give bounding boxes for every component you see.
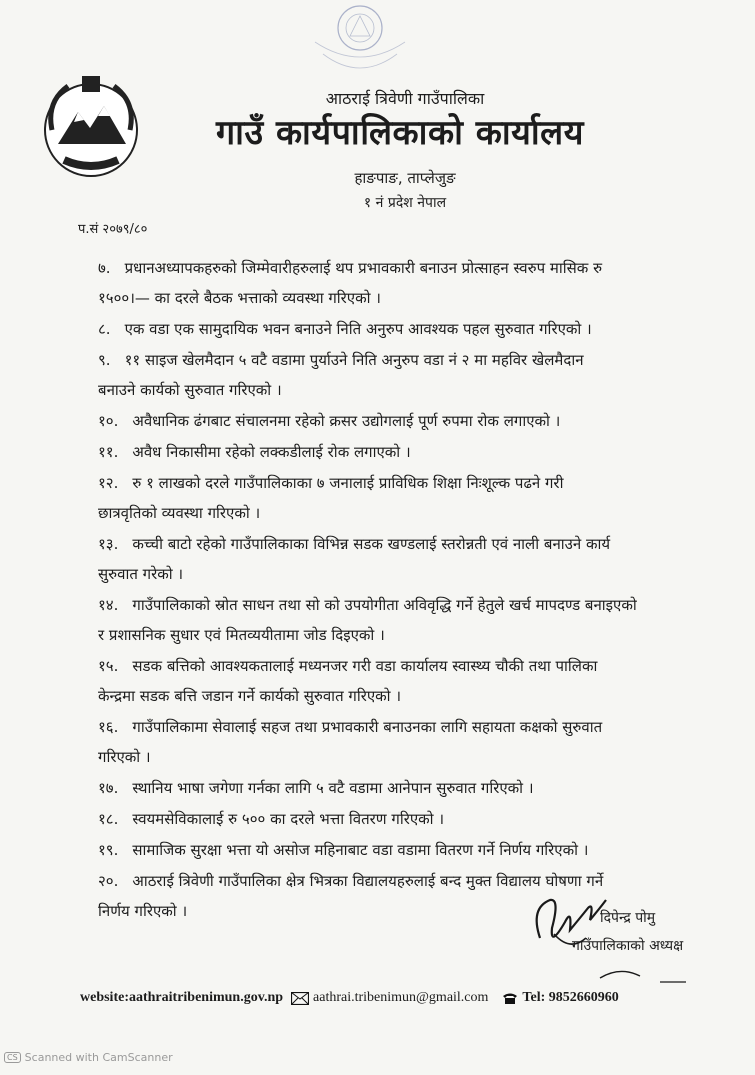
email-contact[interactable]	[291, 990, 488, 1006]
item-number: १५.	[98, 657, 119, 675]
list-item	[98, 529, 706, 589]
item-text: स्थानिय भाषा जगेणा गर्नका लागि ५ वटै वडामा आनेपान सुरुवात गरिएको ।	[132, 779, 534, 797]
item-number: १७.	[98, 779, 119, 797]
signatory-title: गाउँपालिकाको अध्यक्ष	[572, 938, 684, 954]
list-item	[98, 314, 706, 344]
list-item	[98, 406, 706, 436]
telephone-icon	[502, 992, 518, 1004]
list-item	[98, 437, 706, 467]
list-item	[98, 590, 706, 650]
item-number: ११.	[98, 443, 119, 461]
item-text: अवैधानिक ढंगबाट संचालनमा रहेको क्रसर उद्योगलाई पूर्ण रुपमा रोक लगाएको ।	[132, 412, 561, 430]
list-item	[98, 712, 706, 772]
scanner-label: Scanned with CamScanner	[24, 1051, 173, 1064]
office-title: गाउँ कार्यपालिकाको कार्यालय	[216, 113, 584, 153]
list-item	[98, 345, 706, 405]
item-number: ७.	[98, 259, 111, 277]
phone-number[interactable]: Tel: 9852660960	[522, 990, 619, 1005]
scanner-watermark	[4, 1051, 173, 1064]
item-text: सडक बत्तिको आवश्यकतालाई मध्यनजर गरी वडा कार्यालय स्वास्थ्य चौकी तथा पालिका	[132, 657, 598, 675]
item-text: कच्ची बाटो रहेको गाउँपालिकाका विभिन्न सडक खण्डलाई स्तरोन्नती एवं नाली बनाउने कार्य	[132, 535, 611, 553]
list-item	[98, 804, 706, 834]
item-number: १३.	[98, 535, 119, 553]
item-text-continued: निर्णय गरिएको ।	[98, 902, 188, 920]
item-number: २०.	[98, 872, 119, 890]
item-text-continued: बनाउने कार्यको सुरुवात गरिएको ।	[98, 381, 282, 399]
item-text: गाउँपालिकाको स्रोत साधन तथा सो को उपयोगीता अविवृद्धि गर्ने हेतुले खर्च मापदण्ड बनाइएको	[132, 596, 637, 614]
province-label: १ नं प्रदेश नेपाल	[363, 195, 447, 211]
municipality-name: आठराई त्रिवेणी गाउँपालिका	[325, 89, 485, 108]
item-number: १९.	[98, 841, 119, 859]
municipality-logo-icon	[38, 72, 144, 184]
office-address: हाङपाङ, ताप्लेजुङ	[354, 169, 456, 187]
reference-number: प.सं २०७९/८०	[78, 222, 148, 237]
item-number: १०.	[98, 412, 119, 430]
mail-icon	[291, 992, 309, 1005]
list-item	[98, 253, 706, 313]
item-text: ११ साइज खेलमैदान ५ वटै वडामा पुर्याउने निति अनुरुप वडा नं २ मा महविर खेलमैदान	[124, 351, 584, 369]
item-number: ८.	[98, 320, 111, 338]
item-text-continued: सुरुवात गरेको ।	[98, 565, 184, 583]
item-text-continued: गरिएको ।	[98, 748, 151, 766]
item-text: रु १ लाखको दरले गाउँपालिकाका ७ जनालाई प्राविधिक शिक्षा निःशूल्क पढने गरी	[132, 474, 564, 492]
signature-icon	[510, 878, 710, 988]
item-text-continued: र प्रशासनिक सुधार एवं मितव्ययीतामा जोड दिइएको ।	[98, 626, 385, 644]
camscanner-badge: CS	[4, 1052, 21, 1063]
item-text-continued: छात्रवृतिको व्यवस्था गरिएको ।	[98, 504, 261, 522]
signatory-name: दिपेन्द्र पोमु	[600, 910, 656, 926]
item-number: ९.	[98, 351, 111, 369]
website-link[interactable]: website:aathraitribenimun.gov.np	[80, 990, 284, 1005]
list-item	[98, 651, 706, 711]
email-address[interactable]: aathrai.tribenimun@gmail.com	[313, 990, 489, 1005]
contact-footer	[80, 990, 710, 1006]
item-number: १२.	[98, 474, 119, 492]
item-text: सामाजिक सुरक्षा भत्ता यो असोज महिनाबाट वडा वडामा वितरण गर्ने निर्णय गरिएको ।	[132, 841, 589, 859]
list-item	[98, 773, 706, 803]
item-text-continued: १५००।— का दरले बैठक भत्ताको व्यवस्था गरिएको ।	[98, 289, 381, 307]
item-text: गाउँपालिकामा सेवालाई सहज तथा प्रभावकारी बनाउनका लागि सहायता कक्षको सुरुवात	[132, 718, 603, 736]
list-item	[98, 835, 706, 865]
item-text: अवैध निकासीमा रहेको लक्कडीलाई रोक लगाएको ।	[132, 443, 411, 461]
item-text-continued: केन्द्रमा सडक बत्ति जडान गर्ने कार्यको सुरुवात गरिएको ।	[98, 687, 402, 705]
item-text: प्रधानअध्यापकहरुको जिम्मेवारीहरुलाई थप प्रभावकारी बनाउन प्रोत्साहन स्वरुप मासिक रु	[124, 259, 603, 277]
phone-contact[interactable]	[502, 990, 618, 1006]
official-stamp-icon	[305, 2, 415, 84]
decision-list	[98, 253, 706, 927]
item-number: १६.	[98, 718, 119, 736]
item-text: स्वयमसेविकालाई रु ५०० का दरले भत्ता वितरण गरिएको ।	[132, 810, 445, 828]
item-text: आठराई त्रिवेणी गाउँपालिका क्षेत्र भित्रका विद्यालयहरुलाई बन्द मुक्त विद्यालय घोषणा गर्ने	[132, 872, 604, 890]
item-text: एक वडा एक सामुदायिक भवन बनाउने निति अनुरुप आवश्यक पहल सुरुवात गरिएको ।	[124, 320, 592, 338]
item-number: १८.	[98, 810, 119, 828]
item-number: १४.	[98, 596, 119, 614]
list-item	[98, 468, 706, 528]
